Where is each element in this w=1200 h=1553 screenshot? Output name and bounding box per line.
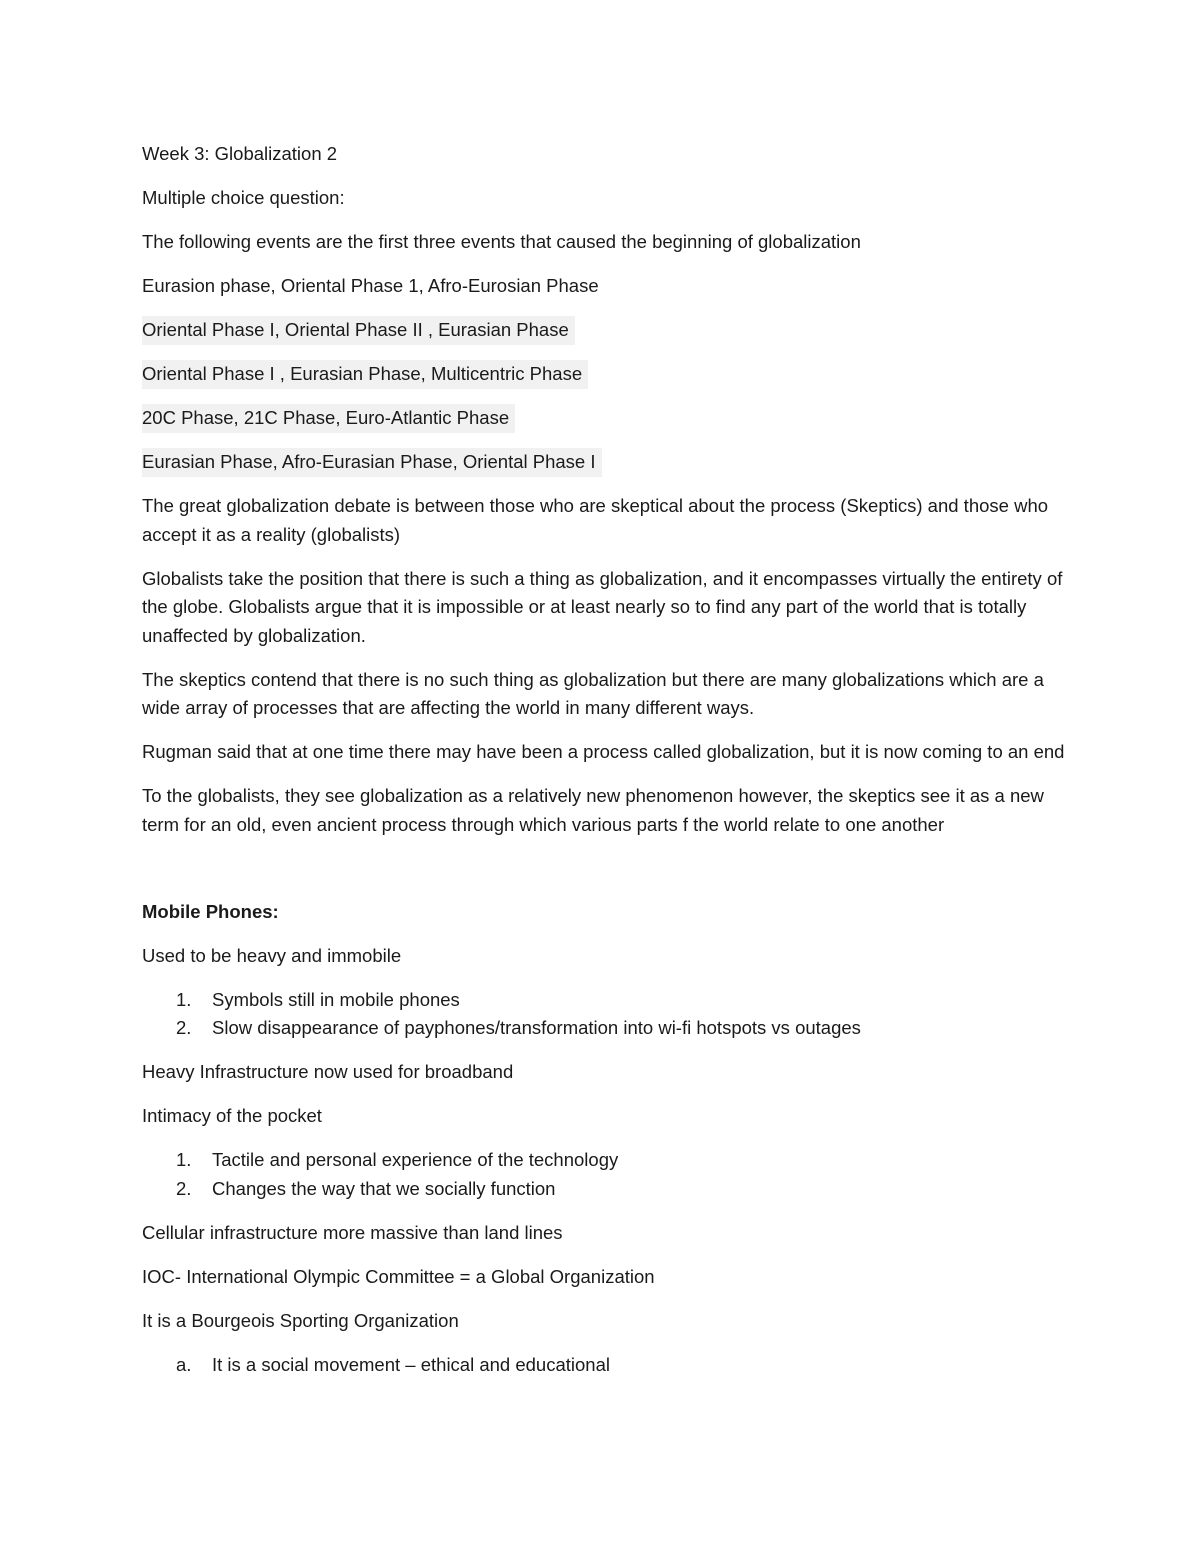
paragraph-debate: The great globalization debate is between those who are skeptical about the process (Skeptics) and those who accept it as a reality (globalists) <box>142 495 1049 545</box>
mobile-line: Intimacy of the pocket <box>142 1105 322 1126</box>
mobile-heading: Mobile Phones: <box>142 900 279 922</box>
list-item-text: Slow disappearance of payphones/transformation into wi-fi hotspots vs outages <box>212 1017 861 1038</box>
list-marker: a. <box>176 1353 192 1375</box>
list-item <box>142 986 1072 1015</box>
list-marker: 1. <box>176 988 192 1010</box>
blank-line <box>142 855 1072 898</box>
mcq-option <box>142 448 1072 477</box>
list-item <box>142 1146 1072 1175</box>
list-item <box>142 1014 1072 1043</box>
paragraph-globalists: Globalists take the position that there is such a thing as globalization, and it encompasses virtually the entirety of the globe. Globalists argue that it is impossible or at least nearly so to find any part of the world that is totally unaffected by globalization. <box>142 567 1063 646</box>
list-marker: 1. <box>176 1149 192 1170</box>
mcq-option-text: Eurasian Phase, Afro-Eurasian Phase, Oriental Phase I <box>142 448 602 477</box>
mobile-line: Heavy Infrastructure now used for broadband <box>142 1061 514 1082</box>
list-item-text: Changes the way that we socially function <box>212 1177 556 1199</box>
mobile-line: IOC- International Olympic Committee = a Global Organization <box>142 1265 655 1287</box>
mcq-option-text: Oriental Phase I , Eurasian Phase, Multicentric Phase <box>142 360 588 389</box>
lettered-list <box>142 1351 1072 1380</box>
mcq-option-text: 20C Phase, 21C Phase, Euro-Atlantic Phase <box>142 404 515 433</box>
mcq-option <box>142 272 1072 301</box>
list-item <box>142 1351 1072 1380</box>
numbered-list <box>142 986 1072 1043</box>
list-marker: 2. <box>176 1177 192 1199</box>
mcq-option-text: Eurasion phase, Oriental Phase 1, Afro-Eurosian Phase <box>142 275 599 296</box>
paragraph-rugman: Rugman said that at one time there may have been a process called globalization, but it is now coming to an end <box>142 741 1065 762</box>
mobile-line: It is a Bourgeois Sporting Organization <box>142 1309 459 1331</box>
numbered-list <box>142 1146 1072 1203</box>
document-page <box>142 140 1072 1395</box>
paragraph-comparison: To the globalists, they see globalization as a relatively new phenomenon however, the skeptics see it as a new term for an old, even ancient process through which various parts f the world relate to one another <box>142 785 1044 835</box>
mcq-heading: Multiple choice question: <box>142 187 345 208</box>
mobile-line: Used to be heavy and immobile <box>142 944 402 966</box>
mcq-option <box>142 316 1072 345</box>
list-item-text: Tactile and personal experience of the technology <box>212 1149 619 1170</box>
document-title: Week 3: Globalization 2 <box>142 143 338 164</box>
mcq-option <box>142 360 1072 389</box>
list-item <box>142 1175 1072 1204</box>
list-marker: 2. <box>176 1017 192 1038</box>
mobile-line: Cellular infrastructure more massive than land lines <box>142 1221 563 1243</box>
list-item-text: It is a social movement – ethical and educational <box>212 1353 610 1375</box>
mcq-question: The following events are the first three events that caused the beginning of globalization <box>142 231 861 252</box>
mcq-option-text: Oriental Phase I, Oriental Phase II , Eurasian Phase <box>142 316 575 345</box>
paragraph-skeptics: The skeptics contend that there is no such thing as globalization but there are many globalizations which are a wide array of processes that are affecting the world in many different ways. <box>142 668 1044 718</box>
list-item-text: Symbols still in mobile phones <box>212 988 460 1010</box>
mcq-option <box>142 404 1072 433</box>
